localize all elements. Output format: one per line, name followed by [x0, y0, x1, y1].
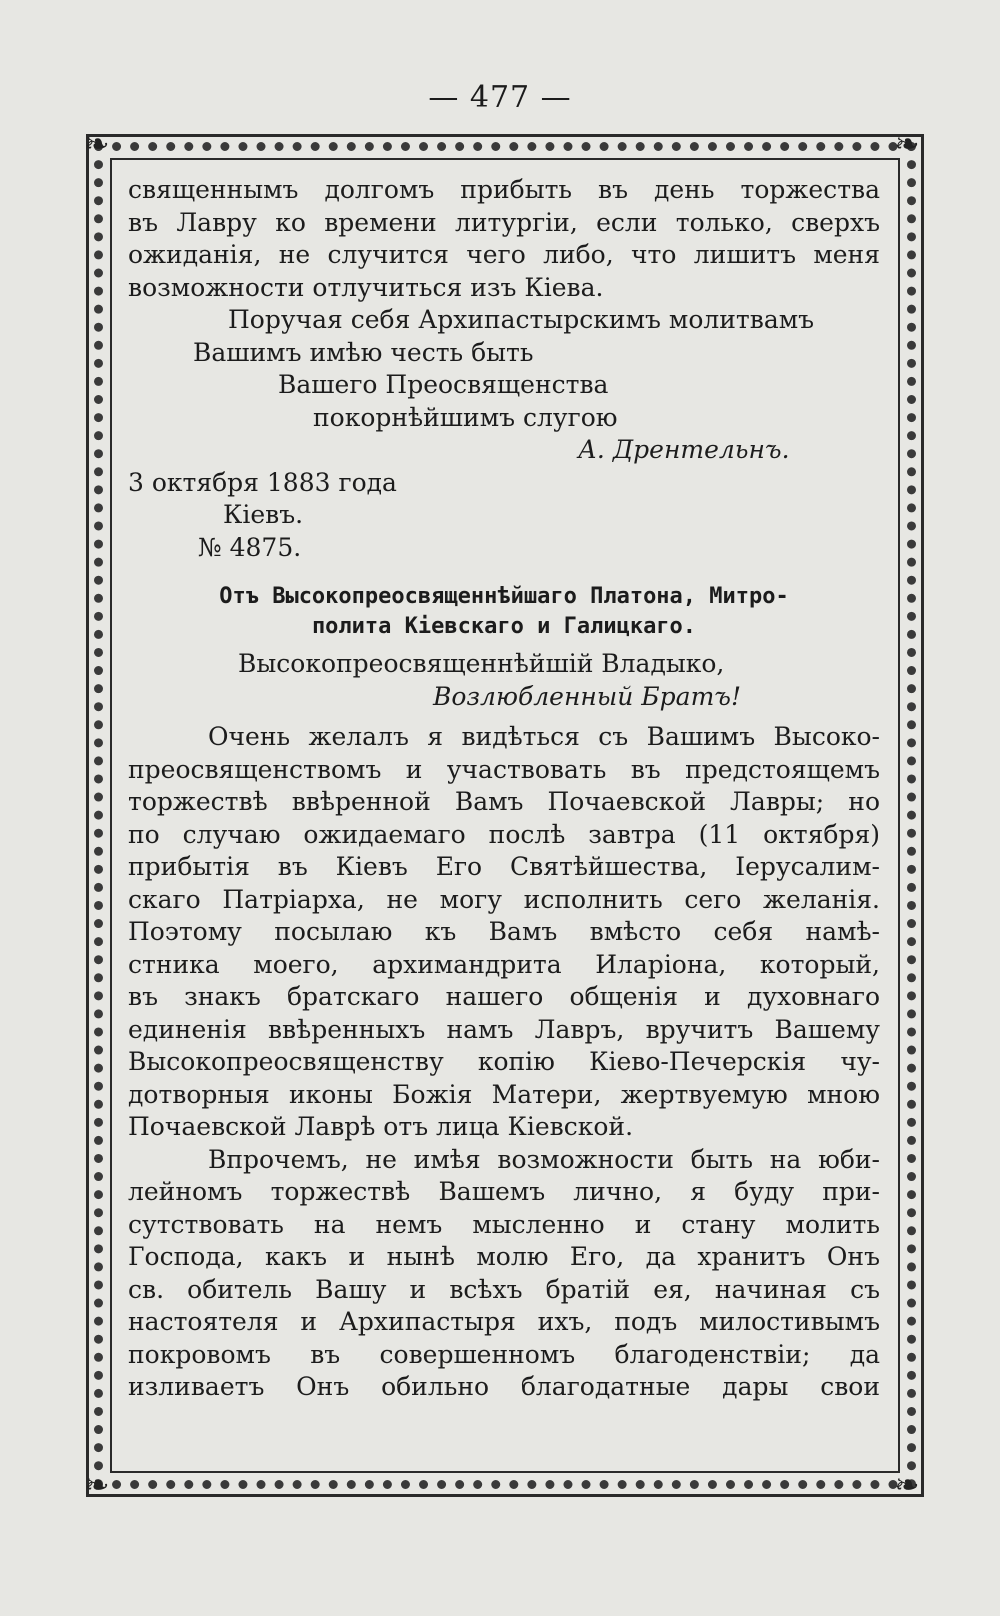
text-line: стника моего, архимандрита Иларіона, который,	[128, 949, 880, 979]
text-line: Вашимъ имѣю честь быть	[193, 337, 534, 367]
text-line: священнымъ долгомъ прибыть въ день торжества	[128, 175, 880, 204]
text-line: сутствовать на немъ мысленно и стану молить	[128, 1209, 880, 1239]
letter-heading	[128, 582, 880, 642]
signature: А. Дрентельнъ.	[578, 435, 790, 464]
text-line: лейномъ торжествѣ Вашемъ лично, я буду при-	[128, 1177, 880, 1206]
letter-place: Кіевъ.	[223, 500, 304, 529]
salutation: Высокопреосвященнѣйшій Владыко,	[238, 649, 725, 678]
closing-line: Вашего Преосвященства	[278, 370, 609, 399]
text-line: Очень желалъ я видѣться съ Вашимъ Высоко-	[208, 722, 880, 751]
text-line: прибытія въ Кіевъ Его Святѣйшества, Іерусалим-	[128, 852, 880, 881]
corner-ornament-icon: ❧	[84, 1468, 110, 1503]
text-line: преосвященствомъ и участвовать въ предстоящемъ	[128, 754, 880, 784]
text-line: дотворныя иконы Божія Матери, жертвуемую мною	[128, 1079, 880, 1109]
text-line: Почаевской Лаврѣ отъ лица Кіевской.	[128, 1112, 634, 1141]
text-line: единенія ввѣренныхъ намъ Лавръ, вручитъ Вашему	[128, 1014, 880, 1044]
text-line: ожиданія, не случится чего либо, что лишитъ меня	[128, 240, 880, 269]
text-line: Поэтому посылаю къ Вамъ вмѣсто себя намѣ-	[128, 917, 880, 946]
heading-line: полита Кіевскаго и Галицкаго.	[311, 614, 697, 639]
text-line: возможности отлучиться изъ Кіева.	[128, 272, 604, 302]
page-number: — 477 —	[428, 80, 572, 115]
corner-ornament-icon: ❧	[894, 1468, 920, 1503]
text-line: въ знакъ братскаго нашего общенія и духовнаго	[128, 982, 880, 1011]
text-line: покровомъ въ совершенномъ благоденствіи; да	[128, 1339, 880, 1369]
heading-line: Отъ Высокопреосвященнѣйшаго Платона, Митро-	[219, 584, 789, 609]
text-line: настоятеля и Архипастыря ихъ, подъ милостивымъ	[128, 1307, 880, 1336]
text-line: скаго Патріарха, не могу исполнить сего желанія.	[128, 884, 880, 914]
letter-number: № 4875.	[198, 532, 302, 562]
text-line: Высокопреосвященству копію Кіево-Печерскія чу-	[128, 1047, 880, 1076]
text-line: торжествѣ ввѣренной Вамъ Почаевской Лавры; но	[128, 787, 880, 816]
text-line: Поручая себя Архипастырскимъ молитвамъ	[228, 305, 815, 334]
salutation-address: Возлюбленный Братъ!	[433, 681, 741, 711]
page-text	[128, 174, 880, 1404]
closing-line: покорнѣйшимъ слугою	[313, 402, 618, 432]
text-line: Впрочемъ, не имѣя возможности быть на юби-	[208, 1144, 880, 1174]
text-line: по случаю ожидаемаго послѣ завтра (11 октября)	[128, 819, 880, 849]
text-line: св. обитель Вашу и всѣхъ братій ея, начиная съ	[128, 1274, 880, 1304]
corner-ornament-icon: ❧	[84, 127, 110, 162]
text-line: Господа, какъ и нынѣ молю Его, да хранитъ Онъ	[128, 1242, 880, 1271]
corner-ornament-icon: ❧	[894, 127, 920, 162]
text-line: въ Лавру ко времени литургіи, если только, сверхъ	[128, 207, 880, 237]
letter-date: 3 октября 1883 года	[128, 467, 397, 497]
text-line: изливаетъ Онъ обильно благодатные дары свои	[128, 1372, 880, 1401]
